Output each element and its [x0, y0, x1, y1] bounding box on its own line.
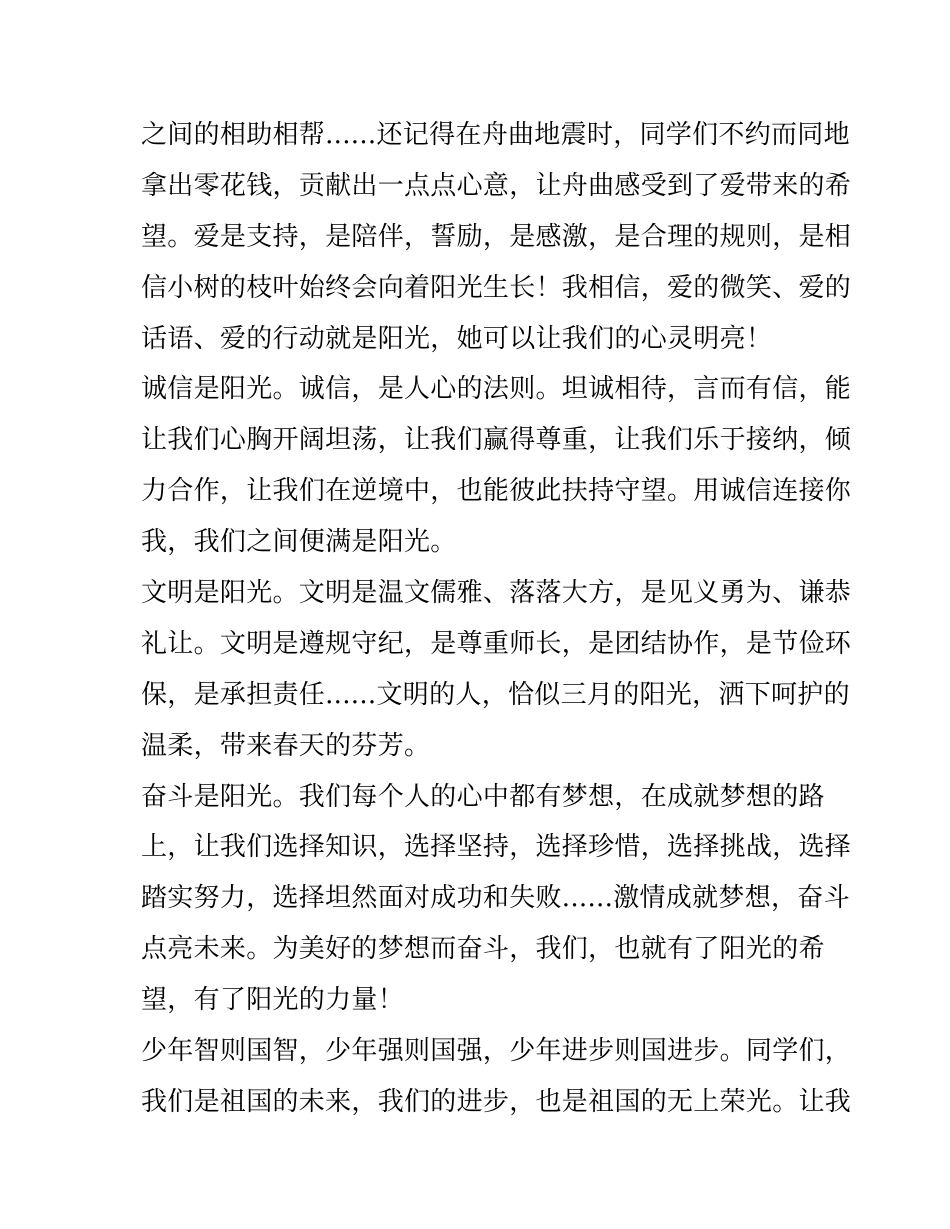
text-line: 力合作，让我们在逆境中，也能彼此扶持守望。用诚信连接你 — [141, 476, 852, 507]
text-line: 话语、爱的行动就是阳光，她可以让我们的心灵明亮！ — [141, 323, 773, 354]
text-line: 望，有了阳光的力量！ — [141, 985, 405, 1016]
text-line: 文明是阳光。文明是温文儒雅、落落大方，是见义勇为、谦恭 — [141, 578, 852, 609]
text-line: 我，我们之间便满是阳光。 — [141, 527, 457, 558]
text-line: 我们是祖国的未来，我们的进步，也是祖国的无上荣光。让我 — [141, 1086, 852, 1117]
text-line: 保，是承担责任......文明的人，恰似三月的阳光，洒下呵护的 — [141, 679, 850, 710]
text-line: 之间的相助相帮......还记得在舟曲地震时，同学们不约而同地 — [141, 120, 850, 150]
text-line: 奋斗是阳光。我们每个人的心中都有梦想，在成就梦想的路 — [141, 781, 825, 812]
text-line: 少年智则国智，少年强则国强，少年进步则国进步。同学们， — [141, 1036, 852, 1067]
text-line: 让我们心胸开阔坦荡，让我们赢得尊重，让我们乐于接纳，倾 — [141, 425, 852, 456]
body-text — [141, 110, 852, 1128]
text-line: 上，让我们选择知识，选择坚持，选择珍惜，选择挑战，选择 — [141, 832, 852, 863]
text-line: 诚信是阳光。诚信，是人心的法则。坦诚相待，言而有信，能 — [141, 374, 852, 405]
text-line: 拿出零花钱，贡献出一点点心意，让舟曲感受到了爱带来的希 — [141, 170, 852, 201]
text-line: 礼让。文明是遵规守纪，是尊重师长，是团结协作，是节俭环 — [141, 628, 852, 659]
text-line: 点亮未来。为美好的梦想而奋斗，我们，也就有了阳光的希 — [141, 934, 825, 965]
text-line: 望。爱是支持，是陪伴，誓励，是感激，是合理的规则，是相 — [141, 221, 852, 252]
text-line: 温柔，带来春天的芬芳。 — [141, 730, 431, 761]
text-line: 信小树的枝叶始终会向着阳光生长！我相信，爱的微笑、爱的 — [141, 272, 852, 303]
text-line: 踏实努力，选择坦然面对成功和失败......激情成就梦想，奋斗 — [141, 883, 850, 914]
